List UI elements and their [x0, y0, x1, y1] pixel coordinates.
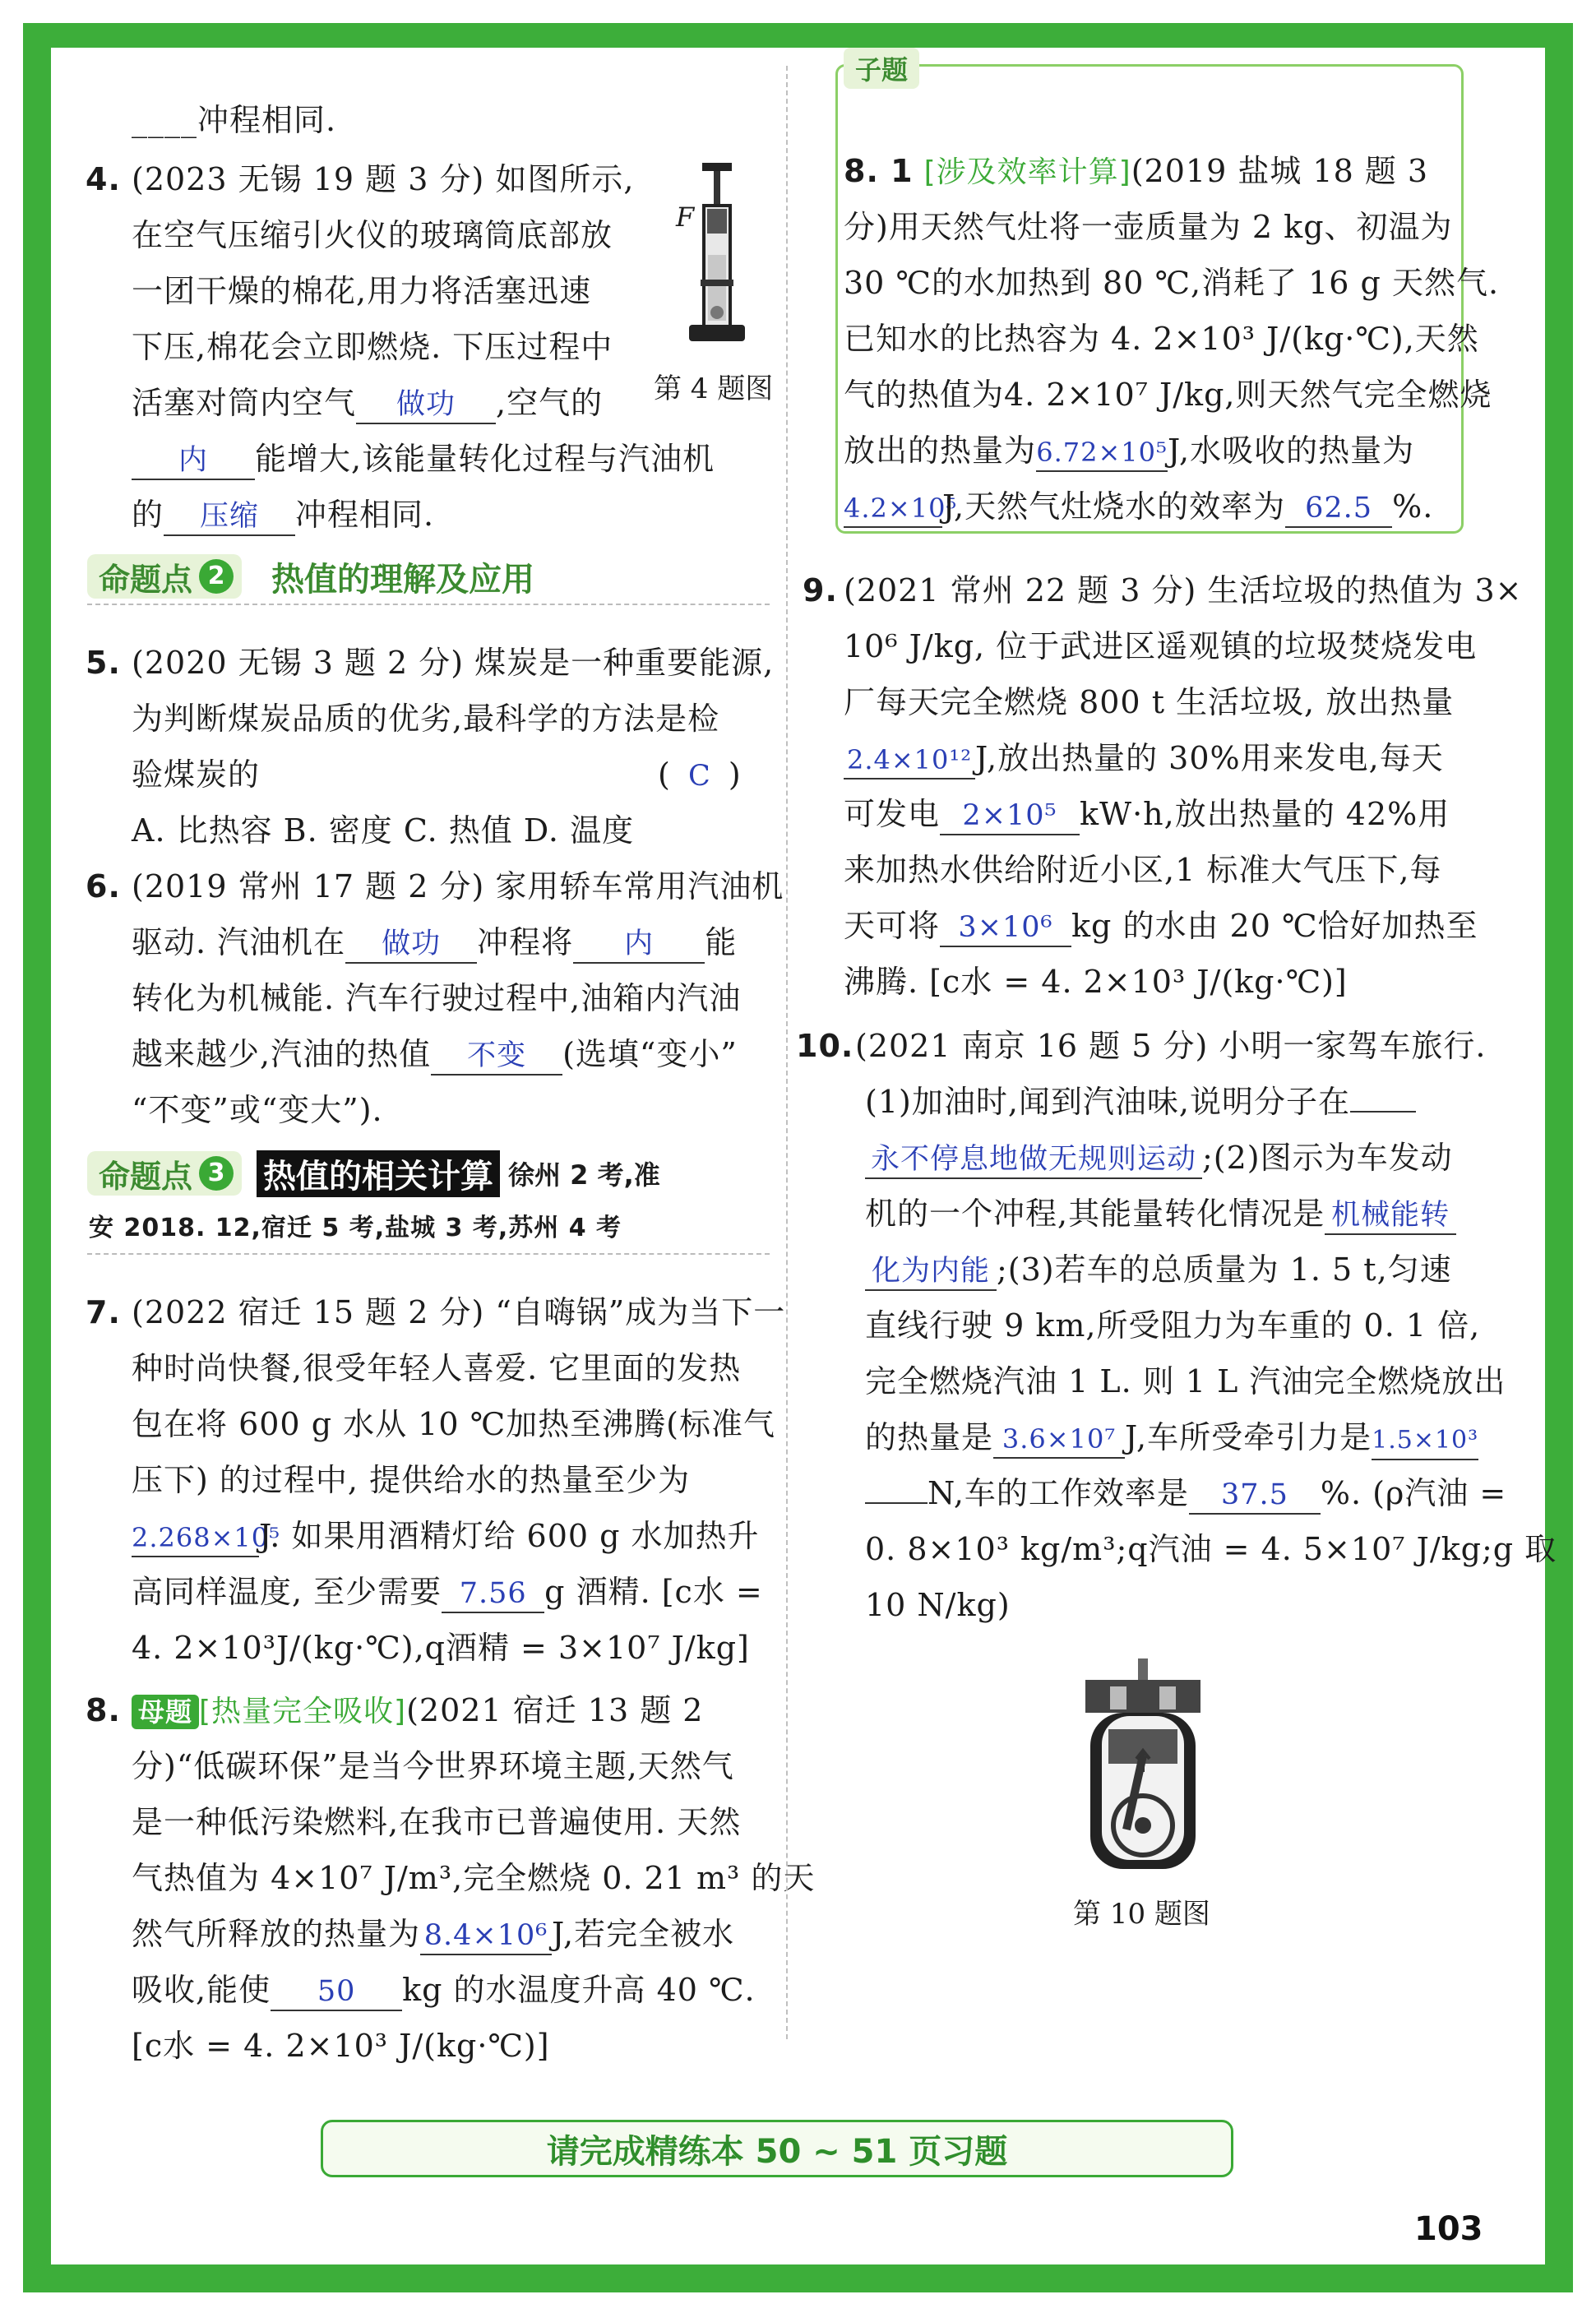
text: 能 [705, 924, 738, 960]
text: 越来越少,汽油的热值 [132, 1036, 432, 1072]
answer-blank [993, 1419, 1125, 1459]
q10-line [865, 1248, 1452, 1291]
answer: 2×10⁵ [962, 799, 1057, 832]
q81-line: 已知水的比热容为 4. 2×10³ J/(kg·℃),天然 [844, 321, 1479, 357]
answer-blank [1350, 1111, 1416, 1113]
text: J. 如果用酒精灯给 600 g 水加热升 [259, 1518, 760, 1554]
text: 能增大,该能量转化过程与汽油机 [255, 441, 715, 477]
answer-blank [1036, 433, 1168, 472]
q10-line: 完全燃烧汽油 1 L. 则 1 L 汽油完全燃烧放出 [865, 1363, 1506, 1399]
answer: 不变 [467, 1039, 527, 1072]
answer: 2.4×10¹² [846, 744, 973, 775]
engine-cylinder-figure [1077, 1657, 1209, 1879]
q10-line: (2021 南京 16 题 5 分) 小明一家驾车旅行. [855, 1028, 1487, 1064]
answer-blank [442, 1574, 544, 1613]
q7-line [132, 1571, 763, 1613]
answer: 37.5 [1220, 1478, 1288, 1511]
q81-line [844, 485, 1433, 528]
text: 的 [132, 497, 164, 533]
q8-line: 分)“低碳环保”是当今世界环境主题,天然气 [132, 1748, 734, 1784]
answer: 3.6×10⁷ [1002, 1423, 1117, 1455]
answer-blank [844, 488, 958, 528]
answer: 4.2×10⁵ [844, 493, 958, 524]
text: 机的一个冲程,其能量转化情况是 [865, 1196, 1325, 1232]
q9-line: 来加热水供给附近小区,1 标准大气压下,每 [844, 852, 1442, 888]
q4-line: 在空气压缩引火仪的玻璃筒底部放 [132, 217, 613, 253]
q10-line: 直线行驶 9 km,所受阻力为车重的 0. 1 倍, [865, 1307, 1481, 1344]
section-2-header [87, 551, 534, 602]
q81-line [844, 150, 1428, 194]
answer: 永不停息地做无规则运动 [870, 1143, 1196, 1176]
answer: 做功 [396, 388, 456, 421]
answer: 1.5×10³ [1372, 1426, 1479, 1455]
answer: 8.4×10⁶ [423, 1919, 548, 1952]
answer: 做功 [382, 928, 442, 960]
q6-number: 6. [86, 868, 121, 904]
q4-line: 下压,棉花会立即燃烧. 下压过程中 [132, 329, 613, 365]
section-title: 热值的理解及应用 [271, 560, 535, 599]
q8-line [132, 1689, 704, 1733]
q4-line [132, 493, 434, 536]
paren: ( [658, 756, 671, 793]
text: kg 的水温度升高 40 ℃. [402, 1972, 756, 2008]
text: 的热量是 [865, 1419, 994, 1455]
answer: 3×10⁶ [958, 911, 1053, 944]
q7-line: 压下) 的过程中, 提供给水的热量至少为 [132, 1462, 691, 1498]
answer-blank [1325, 1196, 1456, 1235]
answer-blank [844, 740, 975, 779]
mother-question-tag: 母题 [132, 1695, 199, 1729]
answer-blank [865, 1251, 997, 1291]
text: J,放出热量的 30%用来发电,每天 [975, 740, 1444, 776]
text: kW·h,放出热量的 42%用 [1080, 796, 1450, 832]
q9-line: 厂每天完全燃烧 800 t 生活垃圾, 放出热量 [844, 684, 1455, 720]
q10-line [865, 1136, 1453, 1179]
text: J,车所受牵引力是 [1125, 1419, 1372, 1455]
answer: 6.72×10⁵ [1036, 437, 1168, 468]
q9-number: 9. [803, 572, 838, 608]
answer-blank [345, 924, 477, 964]
answer-blank [865, 1140, 1202, 1179]
answer: 50 [317, 1975, 356, 2008]
q4-line: (2023 无锡 19 题 3 分) 如图所示, [132, 161, 635, 197]
figure-4-caption: 第 4 题图 [654, 372, 774, 405]
section-3-header [87, 1148, 660, 1199]
text: N,车的工作效率是 [928, 1475, 1189, 1511]
text: 活塞对筒内空气 [132, 385, 357, 421]
text: 冲程将 [477, 924, 574, 960]
q81-line: 气的热值为4. 2×10⁷ J/kg,则天然气完全燃烧 [844, 377, 1492, 413]
q8-line: [c水 = 4. 2×10³ J/(kg·℃)] [132, 2028, 550, 2064]
q6-line [132, 1033, 738, 1076]
text: 放出的热量为 [844, 433, 1037, 469]
text: J,水吸收的热量为 [1168, 433, 1415, 469]
q8-line [132, 1913, 734, 1955]
line-cont: ____冲程相同. [132, 102, 337, 138]
text: %. [1392, 488, 1434, 525]
answer: 内 [624, 928, 655, 960]
section-note: 徐州 2 考,准 [508, 1159, 660, 1191]
text: 驱动. 汽油机在 [132, 924, 346, 960]
q5-answer-paren [658, 753, 742, 798]
q5-line: 为判断煤炭品质的优劣,最科学的方法是检 [132, 701, 720, 737]
section-tag-label: 命题点 [99, 1158, 193, 1195]
q7-line: 种时尚快餐,很受年轻人喜爱. 它里面的发热 [132, 1350, 742, 1386]
q4-line: 一团干燥的棉花,用力将活塞迅速 [132, 273, 592, 309]
q9-line: 10⁶ J/kg, 位于武进区遥观镇的垃圾焚烧发电 [844, 628, 1478, 664]
paren: ) [728, 756, 742, 793]
text: ;(2)图示为车发动 [1202, 1140, 1453, 1176]
q5-number: 5. [86, 645, 121, 681]
topic-bracket: [热量完全吸收] [199, 1695, 407, 1728]
section-number: 2 [199, 559, 234, 594]
text: 吸收,能使 [132, 1972, 271, 2008]
answer-blank [132, 1518, 280, 1557]
q8-line: 是一种低污染燃料,在我市已普遍使用. 天然 [132, 1804, 742, 1840]
q7-number: 7. [86, 1294, 121, 1330]
figure-10-caption: 第 10 题图 [1073, 1898, 1210, 1931]
answer: 内 [178, 444, 208, 477]
answer-blank [1372, 1419, 1478, 1460]
answer-blank [420, 1916, 552, 1955]
answer: 2.268×10⁵ [132, 1522, 280, 1553]
page-number: 103 [1414, 2210, 1483, 2248]
q81-number: 8. 1 [844, 153, 914, 189]
text: g 酒精. [c水 = [544, 1574, 763, 1610]
section-tag-label: 命题点 [99, 561, 193, 598]
section-title: 热值的相关计算 [257, 1150, 500, 1197]
text: 冲程相同. [295, 497, 435, 533]
answer-blank [164, 497, 295, 536]
text: ,空气的 [496, 385, 604, 421]
section-note: 安 2018. 12,宿迁 5 考,盐城 3 考,苏州 4 考 [89, 1214, 622, 1242]
q6-line: 转化为机械能. 汽车行驶过程中,油箱内汽油 [132, 980, 742, 1016]
text: 天可将 [844, 908, 941, 944]
answer: 7.56 [459, 1577, 527, 1610]
q10-number: 10. [796, 1028, 854, 1064]
q7-line: (2022 宿迁 15 题 2 分) “自嗨锅”成为当下一 [132, 1294, 786, 1330]
q5-options: A. 比热容 B. 密度 C. 热值 D. 温度 [132, 812, 635, 849]
topic-bracket: [涉及效率计算] [923, 155, 1131, 189]
q9-line [844, 793, 1450, 835]
text: (1)加油时,闻到汽油味,说明分子在 [865, 1084, 1350, 1120]
text: %. (ρ汽油 = [1320, 1475, 1507, 1511]
text: (选填“变小” [562, 1036, 738, 1072]
text: (2019 盐城 18 题 3 [1131, 153, 1429, 189]
q10-line [865, 1416, 1478, 1460]
air-compression-igniter-figure [673, 156, 763, 362]
answer-blank [271, 1972, 402, 2011]
answer-blank [865, 1502, 928, 1504]
q9-line [844, 904, 1478, 947]
text: 高同样温度, 至少需要 [132, 1574, 442, 1610]
answer-blank [1285, 488, 1392, 528]
q8-number: 8. [86, 1692, 121, 1728]
q4-number: 4. [86, 161, 121, 197]
q10-line: 10 N/kg) [865, 1587, 1011, 1623]
section-tag [87, 554, 242, 599]
answer-blank [132, 441, 255, 480]
answer: 62.5 [1305, 492, 1373, 525]
answer-blank [573, 924, 705, 964]
q81-line [844, 429, 1414, 472]
q4-line [132, 437, 715, 480]
section-tag [87, 1151, 242, 1196]
q81-line: 分)用天然气灶将一壶质量为 2 kg、初温为 [844, 209, 1453, 245]
q10-line [865, 1472, 1506, 1515]
q10-line [865, 1080, 1416, 1123]
section-divider [87, 604, 770, 605]
sub-question-label: 子题 [844, 48, 919, 89]
column-divider [786, 66, 788, 2039]
section-number: 3 [199, 1156, 234, 1191]
answer-blank [356, 385, 496, 424]
q9-line [844, 737, 1444, 779]
q7-line: 4. 2×10³J/(kg·℃),q酒精 = 3×10⁷ J/kg] [132, 1630, 750, 1666]
text: 可发电 [844, 796, 941, 832]
text: (2021 宿迁 13 题 2 [406, 1692, 704, 1728]
answer: 压缩 [200, 500, 260, 533]
q5-line: 验煤炭的 [132, 756, 261, 793]
section-divider [87, 1253, 770, 1255]
answer: 机械能转 [1331, 1199, 1450, 1232]
q4-line [132, 382, 603, 424]
q9-line: (2021 常州 22 题 3 分) 生活垃圾的热值为 3× [844, 572, 1523, 608]
q8-line: 气热值为 4×10⁷ J/m³,完全燃烧 0. 21 m³ 的天 [132, 1860, 816, 1896]
q6-line [132, 921, 737, 964]
answer: C [687, 760, 711, 793]
text: J,若完全被水 [552, 1916, 735, 1952]
text: kg 的水由 20 ℃恰好加热至 [1071, 908, 1478, 944]
answer-blank [940, 796, 1080, 835]
q9-line: 沸腾. [c水 = 4. 2×10³ J/(kg·℃)] [844, 964, 1348, 1000]
answer-blank [940, 908, 1071, 947]
answer: 化为内能 [871, 1255, 990, 1288]
q6-line: “不变”或“变大”). [132, 1092, 383, 1128]
text: J,天然气灶烧水的效率为 [942, 488, 1286, 525]
text: 然气所释放的热量为 [132, 1916, 421, 1952]
answer-blank [431, 1036, 562, 1076]
force-label: F [676, 201, 696, 233]
q7-line: 包在将 600 g 水从 10 ℃加热至沸腾(标准气 [132, 1406, 775, 1442]
q10-line: 0. 8×10³ kg/m³;q汽油 = 4. 5×10⁷ J/kg;g 取 [865, 1531, 1557, 1567]
practice-book-reminder: 请完成精练本 50 ~ 51 页习题 [321, 2120, 1233, 2177]
q8-line [132, 1968, 756, 2011]
text: ;(3)若车的总质量为 1. 5 t,匀速 [997, 1251, 1452, 1288]
q7-line [132, 1515, 760, 1557]
answer-blank [1189, 1475, 1321, 1515]
q5-line: (2020 无锡 3 题 2 分) 煤炭是一种重要能源, [132, 645, 775, 681]
q81-line: 30 ℃的水加热到 80 ℃,消耗了 16 g 天然气. [844, 265, 1500, 301]
q6-line: (2019 常州 17 题 2 分) 家用轿车常用汽油机 [132, 868, 784, 904]
q10-line [865, 1192, 1456, 1235]
